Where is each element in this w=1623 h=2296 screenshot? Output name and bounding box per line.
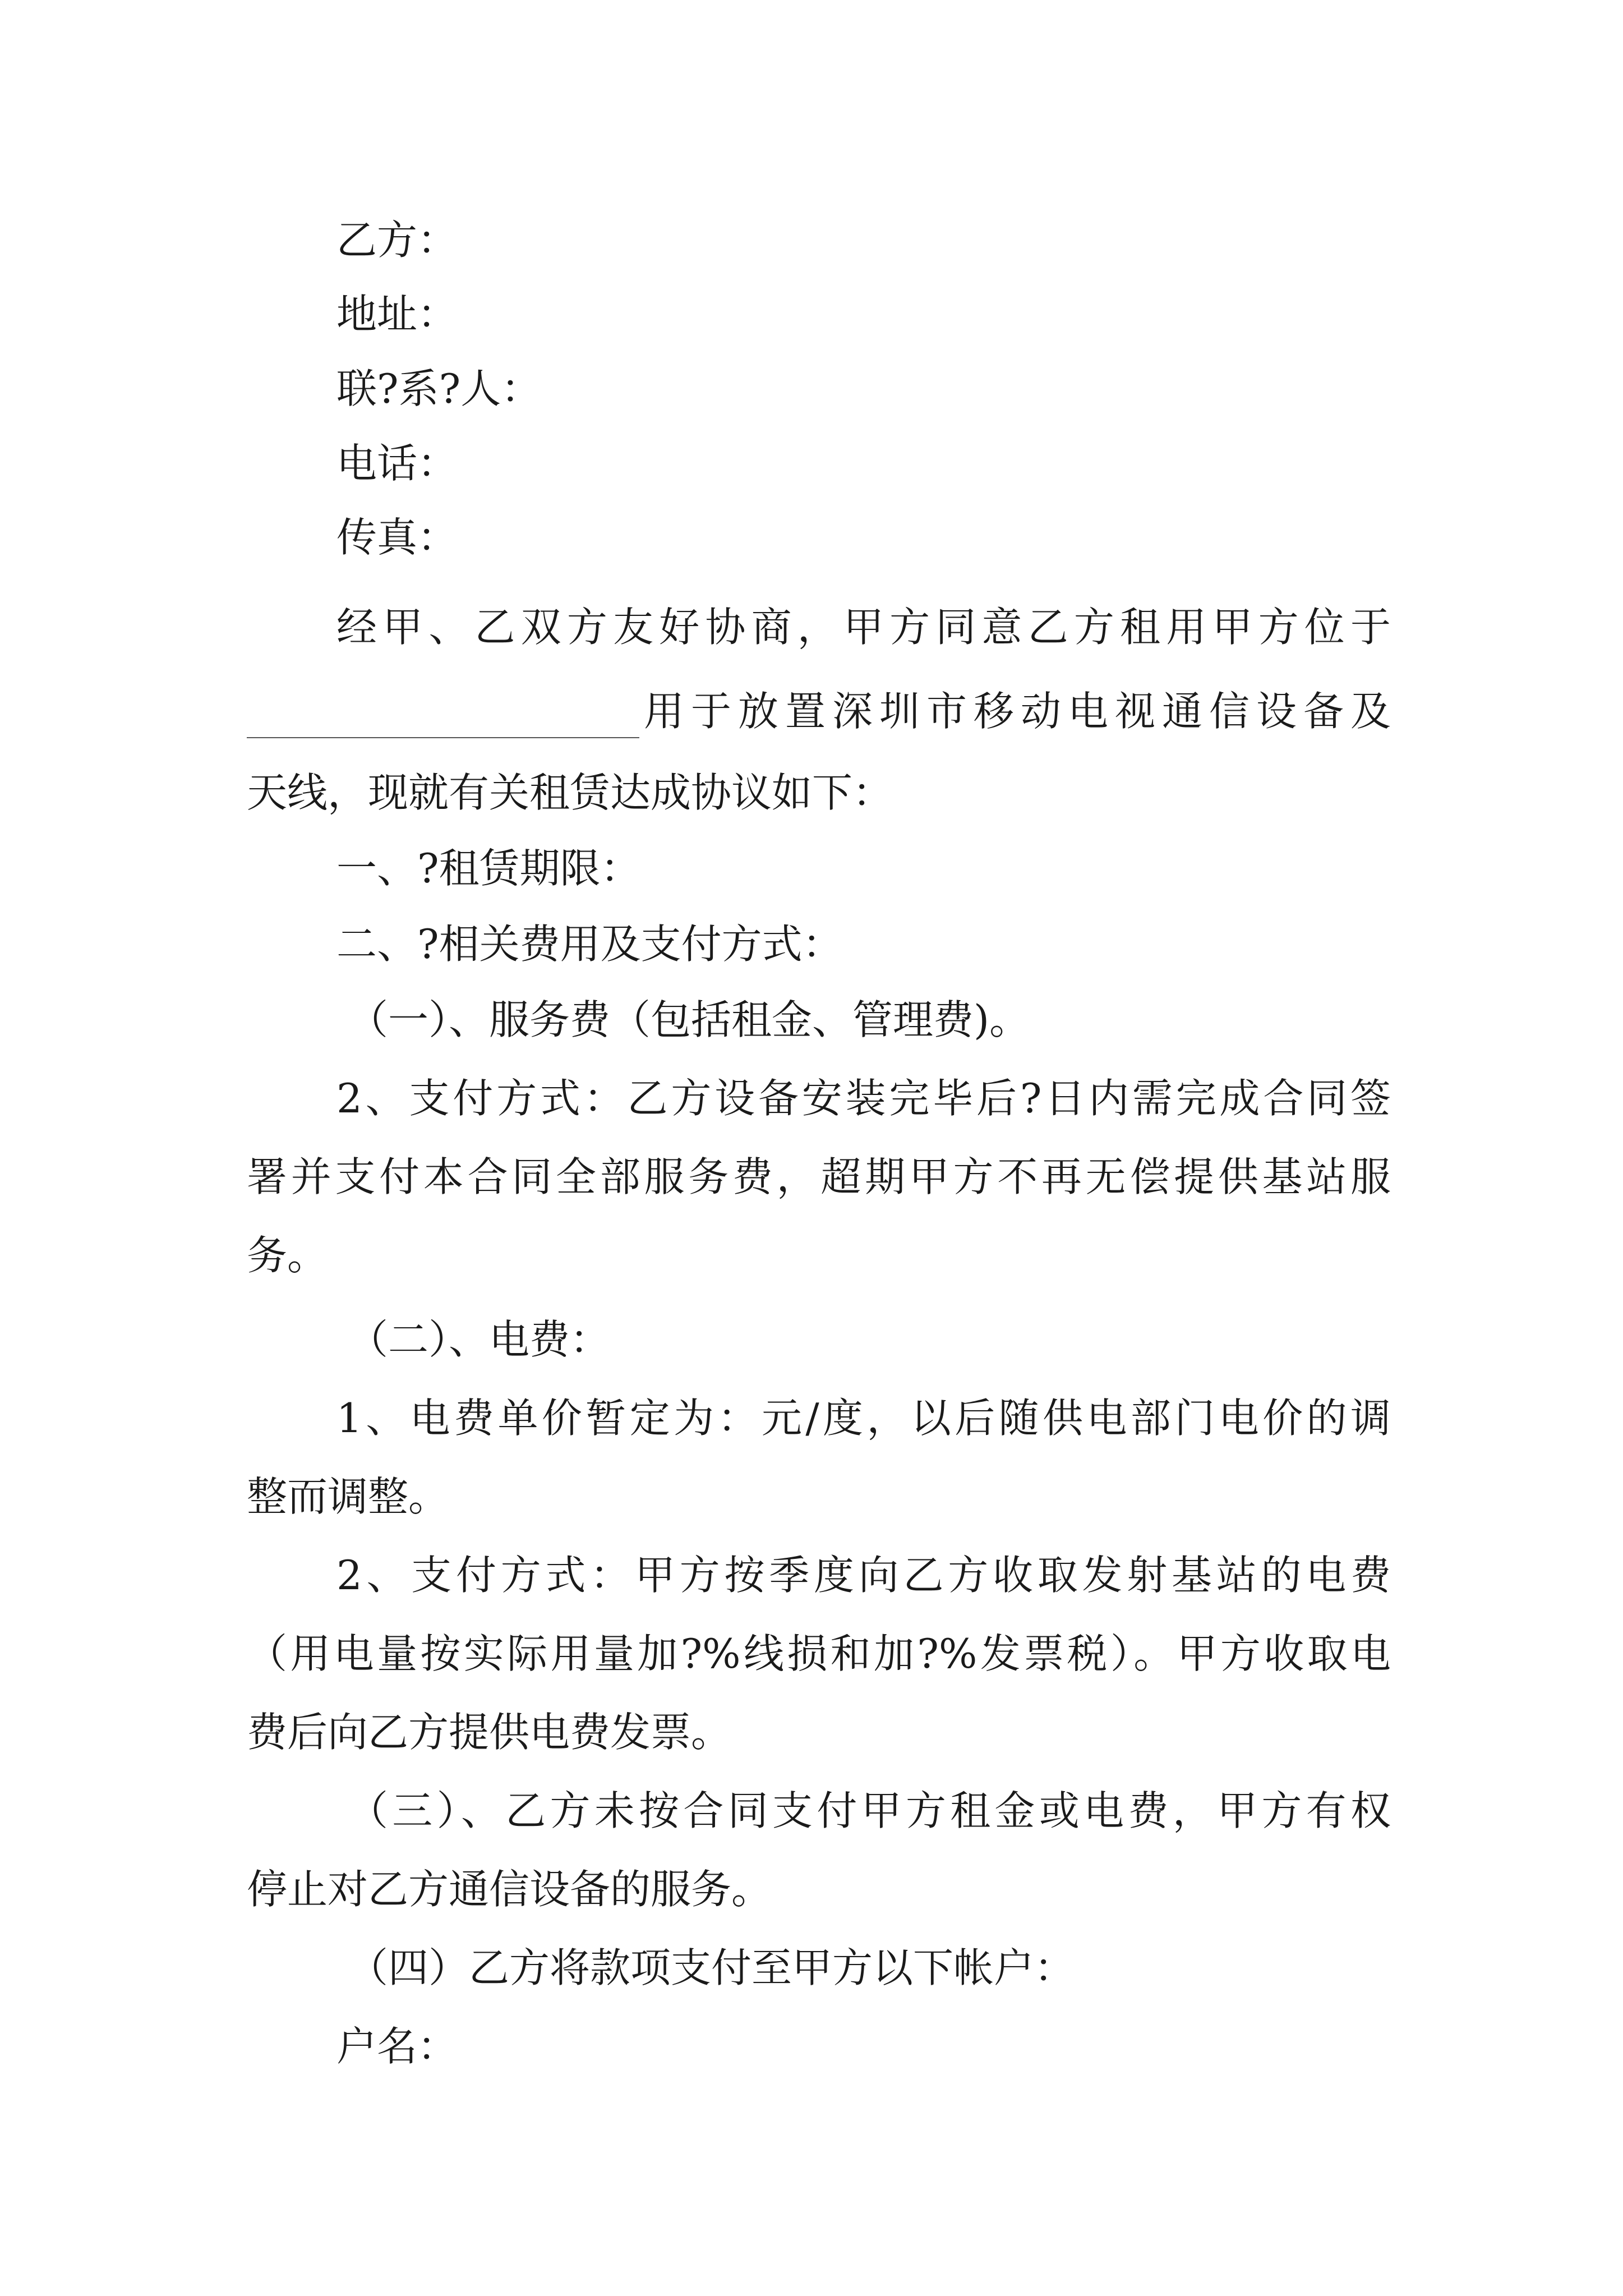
section-1-heading: 一、?租赁期限： (336, 845, 641, 892)
intro-paragraph-line-1: 经甲、乙双方友好协商，甲方同意乙方租用甲方位于 (336, 604, 1391, 651)
subsection-3-line-1: （三）、乙方未按合同支付甲方租金或电费，甲方有权 (348, 1787, 1391, 1834)
fax-label: 传真： (336, 514, 458, 561)
subsection-3-line-2: 停止对乙方通信设备的服务。 (247, 1866, 772, 1913)
electricity-1-line-1: 1、电费单价暂定为：元/度，以后随供电部门电价的调 (336, 1395, 1391, 1442)
intro-paragraph-line-2 (247, 684, 1391, 738)
electricity-2-line-2: （用电量按实际用量加?%线损和加?%发票税）。甲方收取电 (247, 1630, 1391, 1677)
electricity-2-line-3: 费后向乙方提供电费发票。 (247, 1709, 732, 1756)
subsection-1-heading: （一）、服务费（包括租金、管理费)。 (348, 996, 1030, 1043)
payment-1-line-2: 署并支付本合同全部服务费，超期甲方不再无偿提供基站服 (247, 1153, 1391, 1200)
contact-label: 联?系?人： (336, 365, 542, 412)
payment-1-line-3: 务。 (247, 1232, 328, 1279)
payment-1-line-1: 2、支付方式：乙方设备安装完毕后?日内需完成合同签 (336, 1075, 1391, 1122)
electricity-1-line-2: 整而调整。 (247, 1473, 449, 1520)
location-blank (247, 698, 639, 738)
party-b-label: 乙方： (336, 217, 458, 264)
intro-paragraph-line-3: 天线，现就有关租赁达成协议如下： (247, 769, 893, 816)
address-label: 地址： (336, 291, 458, 338)
electricity-2-line-1: 2、支付方式：甲方按季度向乙方收取发射基站的电费 (336, 1552, 1391, 1599)
subsection-4-heading: （四）乙方将款项支付至甲方以下帐户： (348, 1944, 1075, 1991)
account-name-label: 户名： (336, 2023, 458, 2070)
intro-paragraph-line-2-text: 用于放置深圳市移动电视通信设备及 (644, 688, 1391, 735)
subsection-2-heading: （二）、电费： (348, 1316, 611, 1363)
phone-label: 电话： (336, 440, 458, 487)
section-2-heading: 二、?相关费用及支付方式： (336, 921, 843, 968)
